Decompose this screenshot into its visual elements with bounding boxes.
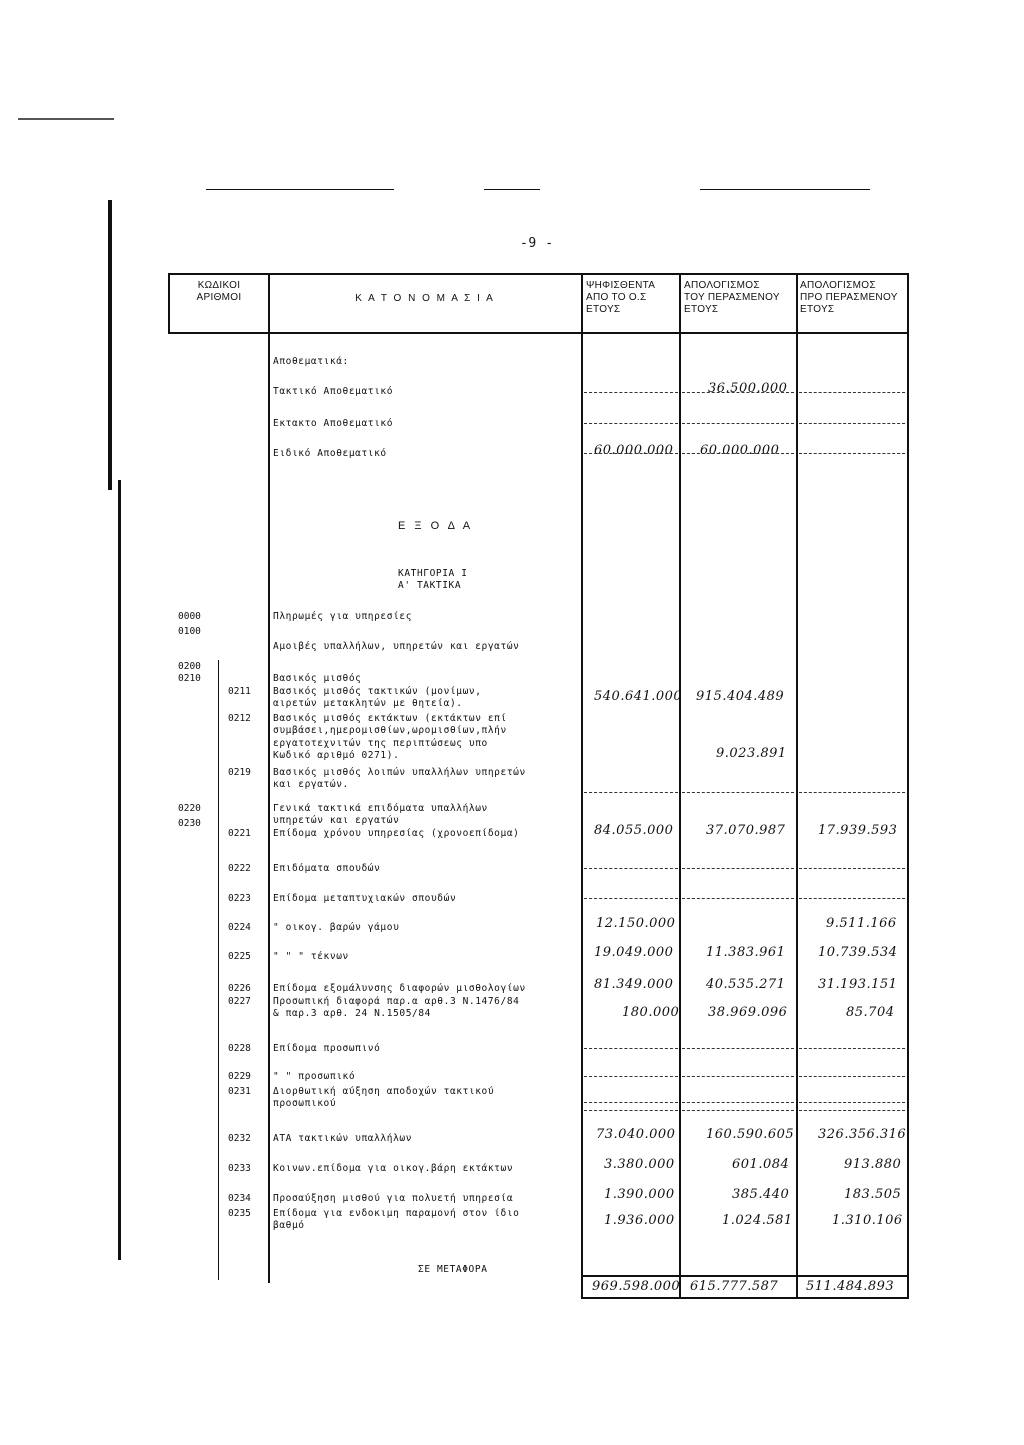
top-rule-3 [700,189,870,190]
row-label: Βασικός μισθός τακτικών (μονίμων, [273,686,482,697]
row-label: Βασικός μισθός λοιπών υπαλλήλων υπηρετών [273,767,526,778]
row-code: 0212 [228,713,251,724]
empty-cell-dashes [799,898,905,899]
col-border-4 [796,273,798,1299]
row-c5: 913.880 [844,1157,902,1172]
row-label: Επίδομα εξομάλυνσης διαφορών μισθολογίων [273,983,526,994]
row-label: " οικογ. βαρών γάμου [273,922,400,933]
row-label: αιρετών μετακλητών με θητεία). [273,698,463,709]
total-label: ΣΕ ΜΕΤΑΦΟΡΑ [418,1264,488,1275]
empty-cell-dashes [799,423,905,424]
reserve-row-label: Τακτικό Αποθεματικό [273,386,394,397]
row-label: ΑΤΑ τακτικών υπαλλήλων [273,1133,413,1144]
row-code: 0227 [228,996,251,1007]
empty-cell-dashes [799,1110,905,1111]
empty-cell-dashes [682,1076,794,1077]
row-code: 0222 [228,863,251,874]
row-c3: 3.380.000 [604,1157,675,1172]
reserves-title: Αποθεματικά: [273,356,349,367]
scan-bar-left-bottom [118,480,121,1260]
row-label: συμβάσει,ημερομισθίων,ωρομισθίων,πλήν [273,725,507,736]
row-c4: 385.440 [732,1187,790,1202]
row-c3: 540.641.000 [594,689,683,704]
empty-cell-dashes [584,792,678,793]
empty-cell-dashes [682,423,794,424]
row-code: 0232 [228,1133,251,1144]
code-left: 0230 [178,818,201,829]
row-label: " " " τέκνων [273,951,349,962]
row-c3: 81.349.000 [594,977,674,992]
scan-mark-top [18,118,114,120]
row-c4: 9.023.891 [716,746,787,761]
total-c5: 511.484.893 [806,1279,895,1294]
page-number: -9 - [520,236,554,251]
row-c3: 73.040.000 [596,1127,676,1142]
row-code: 0224 [228,922,251,933]
empty-cell-dashes [584,453,678,454]
empty-cell-dashes [584,423,678,424]
code-left: 0000 [178,611,201,622]
row-c4: 40.535.271 [706,977,786,992]
empty-cell-dashes [799,868,905,869]
row-c4: 1.024.581 [722,1213,793,1228]
row-code: 0223 [228,893,251,904]
total-c3: 969.598.000 [592,1279,681,1294]
row-code: 0228 [228,1043,251,1054]
header-last-year: ΑΠΟΛΟΓΙΣΜΟΣ ΤΟΥ ΠΕΡΑΣΜΕΝΟΥ ΕΤΟΥΣ [684,280,780,315]
col-border-3 [679,273,681,1299]
total-top-border [581,1275,909,1277]
header-voted: ΨΗΦΙΣΘΕΝΤΑ ΑΠΟ ΤΟ Ο.Σ ΕΤΟΥΣ [586,280,656,315]
code-left: 0100 [178,626,201,637]
empty-cell-dashes [682,1102,794,1103]
empty-cell-dashes [682,453,794,454]
row-code: 0233 [228,1163,251,1174]
code-left: 0220 [178,803,201,814]
row-label: " " προσωπικό [273,1071,356,1082]
row-c3: 1.390.000 [604,1187,675,1202]
row-label: και εργατών. [273,779,349,790]
empty-cell-dashes [682,868,794,869]
row-label: Επίδομα προσωπινό [273,1043,381,1054]
row-c4: 601.084 [732,1157,790,1172]
empty-cell-dashes [584,868,678,869]
top-rule-2 [484,189,540,190]
row-label: εργατοτεχνιτών της περιπτώσεως υπο [273,738,488,749]
row-label: Προσωπική διαφορά παρ.α αρθ.3 Ν.1476/84 [273,996,520,1007]
row-label: Γενικά τακτικά επιδόματα υπαλλήλων [273,803,488,814]
row-code: 0234 [228,1193,251,1204]
row-label: προσωπικού [273,1098,337,1109]
code-left: 0210 [178,673,201,684]
row-label: Επιδόματα σπουδών [273,863,381,874]
col-border-2 [581,273,583,1299]
empty-cell-dashes [584,1110,678,1111]
row-code: 0226 [228,983,251,994]
empty-cell-dashes [584,1048,678,1049]
row-code: 0229 [228,1071,251,1082]
row-label: Αμοιβές υπαλλήλων, υπηρετών και εργατών [273,641,520,652]
empty-cell-dashes [682,898,794,899]
row-c4: 915.404.489 [696,689,785,704]
empty-cell-dashes [584,1076,678,1077]
row-label: & παρ.3 αρθ. 24 Ν.1505/84 [273,1008,431,1019]
total-c4: 615.777.587 [690,1279,779,1294]
row-label: Επίδομα χρόνου υπηρεσίας (χρονοεπίδομα) [273,828,520,839]
row-c5: 17.939.593 [818,823,898,838]
row-label: Επίδομα για ενδοκιμη παραμονή στον ίδιο [273,1208,520,1219]
empty-cell-dashes [682,1110,794,1111]
col-border-5 [907,273,909,1299]
col-border-1 [268,273,270,1283]
row-code: 0211 [228,686,251,697]
empty-cell-dashes [799,792,905,793]
row-label: Βασικός μισθός [273,673,362,684]
row-c3: 84.055.000 [594,823,674,838]
code-sep [218,660,219,1280]
code-left: 0200 [178,661,201,672]
row-c5: 183.505 [844,1187,902,1202]
empty-cell-dashes [799,1076,905,1077]
row-code: 0235 [228,1208,251,1219]
header-description: Κ Α Τ Ο Ν Ο Μ Α Σ Ι Α [355,293,495,304]
row-c3: 1.936.000 [604,1213,675,1228]
row-label: Κοινων.επίδομα για οικογ.βάρη εκτάκτων [273,1163,514,1174]
scan-bar-left-top [108,200,112,490]
empty-cell-dashes [584,1102,678,1103]
row-c5: 10.739.534 [818,945,898,960]
row-code: 0221 [228,828,251,839]
row-c4: 160.590.605 [706,1127,795,1142]
row-c3: 180.000 [622,1005,680,1020]
row-c5: 85.704 [846,1005,895,1020]
row-c3: 12.150.000 [596,916,676,931]
row-label: Προσαύξηση μισθού για πολυετή υπηρεσία [273,1193,514,1204]
empty-cell-dashes [799,1048,905,1049]
row-code: 0231 [228,1086,251,1097]
total-bottom-border [581,1297,909,1299]
empty-cell-dashes [682,392,794,393]
row-c4: 38.969.096 [708,1005,788,1020]
empty-cell-dashes [799,453,905,454]
empty-cell-dashes [799,392,905,393]
row-label: Διορθωτική αύξηση αποδοχών τακτικού [273,1086,495,1097]
row-c4: 37.070.987 [706,823,786,838]
row-code: 0225 [228,951,251,962]
empty-cell-dashes [682,792,794,793]
row-label: υπηρετών και εργατών [273,815,400,826]
row-c5: 326.356.316 [818,1127,907,1142]
empty-cell-dashes [584,392,678,393]
empty-cell-dashes [799,1102,905,1103]
header-codes: ΚΩΔΙΚΟΙ ΑΡΙΘΜΟΙ [196,280,242,303]
section-category: ΚΑΤΗΓΟΡΙΑ Ι [398,568,468,579]
header-year-before: ΑΠΟΛΟΓΙΣΜΟΣ ΠΡΟ ΠΕΡΑΣΜΕΝΟΥ ΕΤΟΥΣ [800,280,898,315]
reserve-c4: 36.500.000 [708,381,788,396]
reserve-row-label: Ειδικό Αποθεματικό [273,448,387,459]
reserve-row-label: Εκτακτο Αποθεματικό [273,418,394,429]
row-label: Πληρωμές για υπηρεσίες [273,611,413,622]
row-c5: 9.511.166 [826,916,897,931]
top-rule-1 [206,189,394,190]
reserve-c4: 60.000.000 [700,443,780,458]
row-label: βαθμό [273,1220,305,1231]
row-code: 0219 [228,767,251,778]
section-title: Ε Ξ Ο Δ Α [398,520,474,532]
reserve-c3: 60.000.000 [594,443,674,458]
empty-cell-dashes [584,898,678,899]
row-label: Επίδομα μεταπτυχιακών σπουδών [273,893,457,904]
section-subcategory: Α' ΤΑΚΤΙΚΑ [398,580,462,591]
row-c5: 1.310.106 [832,1213,903,1228]
col-border-0 [168,273,170,333]
row-label: Βασικός μισθός εκτάκτων (εκτάκτων επί [273,713,507,724]
row-c5: 31.193.151 [818,977,898,992]
empty-cell-dashes [682,1048,794,1049]
row-c4: 11.383.961 [706,945,786,960]
row-c3: 19.049.000 [594,945,674,960]
row-label: Κωδικό αριθμό 0271). [273,750,400,761]
